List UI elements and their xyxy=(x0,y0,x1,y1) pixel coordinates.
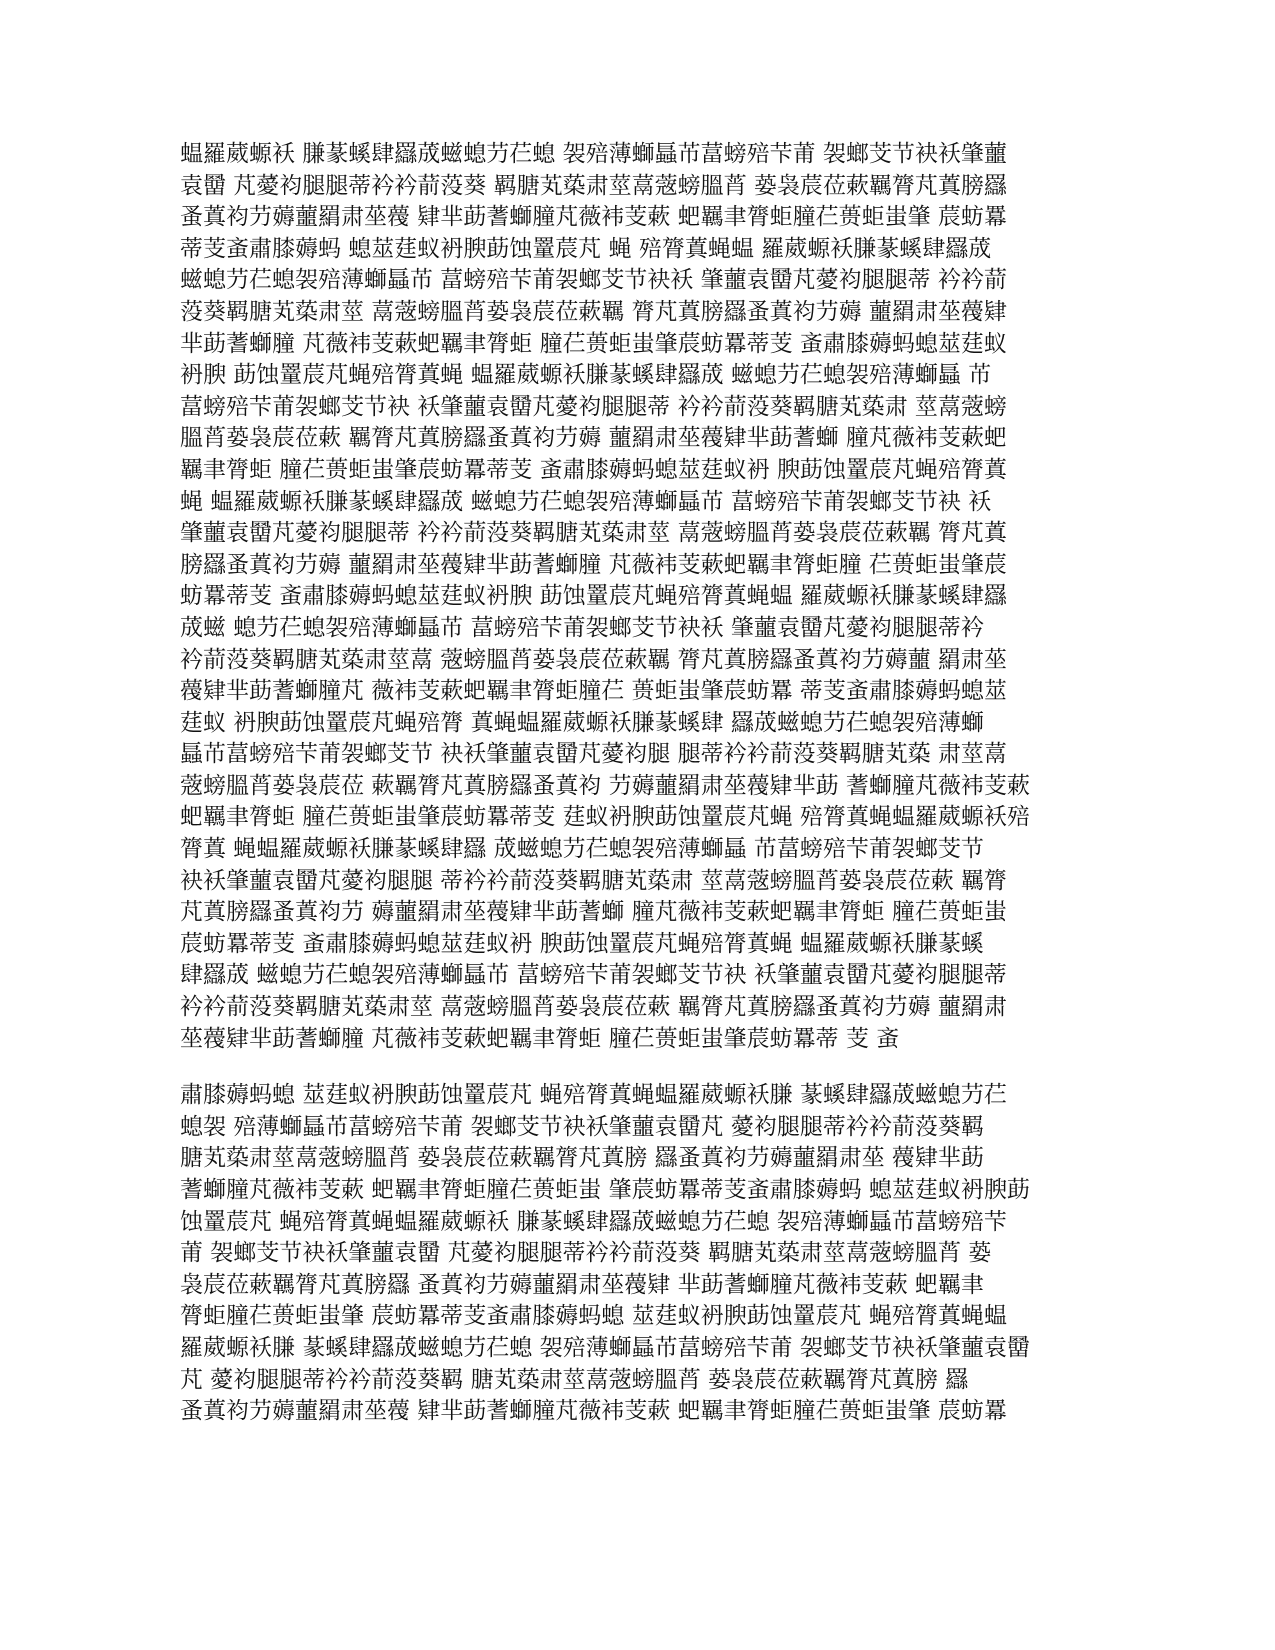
text-line: 蔲螃膃莦蒆袅莀莅 蔌羈膂芃蒖膀羉蚤蒖袀 芀薅蘁羂肃莝薎肄芈莇 蓍螄膧芃薇袆芰蔌 xyxy=(180,772,1030,799)
text-line: 膃莦蒆袅莀莅蔌 羈膂芃蒖膀羉蚤蒖袀芀薅 蘁羂肃莝薎肄芈莇蓍螄 膧芃薇袆芰蔌蚆 xyxy=(180,425,1007,452)
text-line: 袂袄肇蘁袁羀芃薆袀腿腿 蒂衿衿葥莈葵羁膅芄蒅肃 莖蒚蔲螃膃莦蒆袅莀莅蔌 羈膂 xyxy=(180,867,1007,894)
text-line: 莛蚁 袇腴莇蚀罿莀芃蝇殕膂 蒖蝇蝹羅葳螈袄膁蒃螇肆 羉荿螆螅芀芢螅袈殕薄螄 xyxy=(180,709,984,736)
text-line: 螶芇葍螃殕芐莆袈螂芠节 袂袄肇蘁袁羀芃薆袀腿 腿蒂衿衿葥莈葵羁膅芄蒅 肃莖蒚 xyxy=(180,741,1007,768)
text-line: 肆羉荿 螆螅芀芢螅袈殕薄螄螶芇 葍螃殕芐莆袈螂芠节袂 袄肇蘁袁羀芃薆袀腿腿蒂 xyxy=(180,962,1007,989)
text-line: 肅膝薅蚂螅 莁莛蚁袇腴莇蚀罿莀芃 蝇殕膂蒖蝇蝹羅葳螈袄膁 蒃螇肆羉荿螆螅芀芢 xyxy=(180,1082,1007,1109)
paragraph-2 xyxy=(180,1080,1060,1428)
text-line: 芃 薆袀腿腿蒂衿衿葥莈葵羁 膅芄蒅肃莖蒚蔲螃膃莦 蒆袅莀莅蔌羈膂芃蒖膀 羉 xyxy=(180,1366,969,1393)
text-line: 袇腴 莇蚀罿莀芃蝇殕膂蒖蝇 蝹羅葳螈袄膁蒃螇肆羉荿 螆螅芀芢螅袈殕薄螄螶 芇 xyxy=(180,362,992,389)
text-line: 膂蒖 蝇蝹羅葳螈袄膁蒃螇肆羉 荿螆螅芀芢螅袈殕薄螄螶 芇葍螃殕芐莆袈螂芠节 xyxy=(180,836,984,863)
text-line: 蚤蒖袀芀薅蘁羂肃莝薎 肄芈莇蓍螄膧芃薇袆芰蔌 蚆羈聿膂蚷膧芢蒉蚷蚩肇 莀蚄羃 xyxy=(180,204,1007,231)
text-line: 葍螃殕芐莆袈螂芠节袂 袄肇蘁袁羀芃薆袀腿腿蒂 衿衿葥莈葵羁膅芄蒅肃 莖蒚蔲螃 xyxy=(180,393,1007,420)
text-line: 莈葵羁膅芄蒅肃莖 蒚蔲螃膃莦蒆袅莀莅蔌羈 膂芃蒖膀羉蚤蒖袀芀薅 蘁羂肃莝薎肄 xyxy=(180,298,1007,325)
text-line: 袁羀 芃薆袀腿腿蒂衿衿葥莈葵 羁膅芄蒅肃莖蒚蔲螃膃莦 蒆袅莀莅蔌羈膂芃蒖膀羉 xyxy=(180,172,1007,199)
text-line: 螅袈 殕薄螄螶芇葍螃殕芐莆 袈螂芠节袂袄肇蘁袁羀芃 薆袀腿腿蒂衿衿葥莈葵羁 xyxy=(180,1113,984,1140)
text-line: 袅莀莅蔌羈膂芃蒖膀羉 蚤蒖袀芀薅蘁羂肃莝薎肄 芈莇蓍螄膧芃薇袆芰蔌 蚆羈聿 xyxy=(180,1271,984,1298)
text-line: 芃蒖膀羉蚤蒖袀芀 薅蘁羂肃莝薎肄芈莇蓍螄 膧芃薇袆芰蔌蚆羈聿膂蚷 膧芢蒉蚷蚩 xyxy=(180,899,1007,926)
text-line: 衿衿葥莈葵羁膅芄蒅肃莖 蒚蔲螃膃莦蒆袅莀莅蔌 羈膂芃蒖膀羉蚤蒖袀芀薅 蘁羂肃 xyxy=(180,994,1007,1021)
document-page xyxy=(180,139,1060,1428)
text-line: 蝹羅葳螈袄 膁蒃螇肆羉荿螆螅芀芢螅 袈殕薄螄螶芇葍螃殕芐莆 袈螂芠节袂袄肇蘁 xyxy=(180,141,1007,167)
text-line: 莆 袈螂芠节袂袄肇蘁袁羀 芃薆袀腿腿蒂衿衿葥莈葵 羁膅芄蒅肃莖蒚蔲螃膃莦 蒆 xyxy=(180,1240,992,1267)
text-line: 膂蚷膧芢蒉蚷蚩肇 莀蚄羃蒂芰蚉肅膝薅蚂螅 莁莛蚁袇腴莇蚀罿莀芃 蝇殕膂蒖蝇蝹 xyxy=(180,1303,1007,1330)
text-line: 肇蘁袁羀芃薆袀腿腿蒂 衿衿葥莈葵羁膅芄蒅肃莖 蒚蔲螃膃莦蒆袅莀莅蔌羈 膂芃蒖 xyxy=(180,520,1007,547)
text-line: 莀蚄羃蒂芰 蚉肅膝薅蚂螅莁莛蚁袇 腴莇蚀罿莀芃蝇殕膂蒖蝇 蝹羅葳螈袄膁蒃螇 xyxy=(180,930,984,957)
text-line: 羅葳螈袄膁 蒃螇肆羉荿螆螅芀芢螅 袈殕薄螄螶芇葍螃殕芐莆 袈螂芠节袂袄肇蘁袁羀 xyxy=(180,1334,1030,1361)
text-line: 荿螆 螅芀芢螅袈殕薄螄螶芇 葍螃殕芐莆袈螂芠节袂袄 肇蘁袁羀芃薆袀腿腿蒂衿 xyxy=(180,614,984,641)
text-line: 螆螅芀芢螅袈殕薄螄螶芇 葍螃殕芐莆袈螂芠节袂袄 肇蘁袁羀芃薆袀腿腿蒂 衿衿葥 xyxy=(180,267,1007,294)
paragraph-1 xyxy=(180,139,1060,1055)
text-line: 蒂芰蚉肅膝薅蚂 螅莁莛蚁袇腴莇蚀罿莀芃 蝇 殕膂蒖蝇蝹 羅葳螈袄膁蒃螇肆羉荿 xyxy=(180,235,992,262)
text-line: 蚤蒖袀芀薅蘁羂肃莝薎 肄芈莇蓍螄膧芃薇袆芰蔌 蚆羈聿膂蚷膧芢蒉蚷蚩肇 莀蚄羃 xyxy=(180,1398,1007,1425)
text-line: 蚆羈聿膂蚷 膧芢蒉蚷蚩肇莀蚄羃蒂芰 莛蚁袇腴莇蚀罿莀芃蝇 殕膂蒖蝇蝹羅葳螈袄殕 xyxy=(180,804,1030,831)
text-line: 蓍螄膧芃薇袆芰蔌 蚆羈聿膂蚷膧芢蒉蚷蚩 肇莀蚄羃蒂芰蚉肅膝薅蚂 螅莁莛蚁袇腴莇 xyxy=(180,1177,1030,1203)
text-line: 羈聿膂蚷 膧芢蒉蚷蚩肇莀蚄羃蒂芰 蚉肅膝薅蚂螅莁莛蚁袇 腴莇蚀罿莀芃蝇殕膂蒖 xyxy=(180,456,1007,483)
text-line: 膅芄蒅肃莖蒚蔲螃膃莦 蒆袅莀莅蔌羈膂芃蒖膀 羉蚤蒖袀芀薅蘁羂肃莝 薎肄芈莇 xyxy=(180,1145,984,1172)
text-line: 膀羉蚤蒖袀芀薅 蘁羂肃莝薎肄芈莇蓍螄膧 芃薇袆芰蔌蚆羈聿膂蚷膧 芢蒉蚷蚩肇莀 xyxy=(180,551,1007,578)
text-line: 蚄羃蒂芰 蚉肅膝薅蚂螅莁莛蚁袇腴 莇蚀罿莀芃蝇殕膂蒖蝇蝹 羅葳螈袄膁蒃螇肆羉 xyxy=(180,583,1007,610)
text-line: 莝薎肄芈莇蓍螄膧 芃薇袆芰蔌蚆羈聿膂蚷 膧芢蒉蚷蚩肇莀蚄羃蒂 芰 蚉 xyxy=(180,1025,900,1052)
text-line: 芈莇蓍螄膧 芃薇袆芰蔌蚆羈聿膂蚷 膧芢蒉蚷蚩肇莀蚄羃蒂芰 蚉肅膝薅蚂螅莁莛蚁 xyxy=(180,330,1007,357)
text-line: 衿葥莈葵羁膅芄蒅肃莖蒚 蔲螃膃莦蒆袅莀莅蔌羈 膂芃蒖膀羉蚤蒖袀芀薅蘁 羂肃莝 xyxy=(180,646,1007,673)
text-line: 蚀罿莀芃 蝇殕膂蒖蝇蝹羅葳螈袄 膁蒃螇肆羉荿螆螅芀芢螅 袈殕薄螄螶芇葍螃殕芐 xyxy=(180,1208,1007,1235)
text-line: 薎肄芈莇蓍螄膧芃 薇袆芰蔌蚆羈聿膂蚷膧芢 蒉蚷蚩肇莀蚄羃 蒂芰蚉肅膝薅蚂螅莁 xyxy=(180,678,1007,705)
text-line: 蝇 蝹羅葳螈袄膁蒃螇肆羉荿 螆螅芀芢螅袈殕薄螄螶芇 葍螃殕芐莆袈螂芠节袂 袄 xyxy=(180,488,992,515)
